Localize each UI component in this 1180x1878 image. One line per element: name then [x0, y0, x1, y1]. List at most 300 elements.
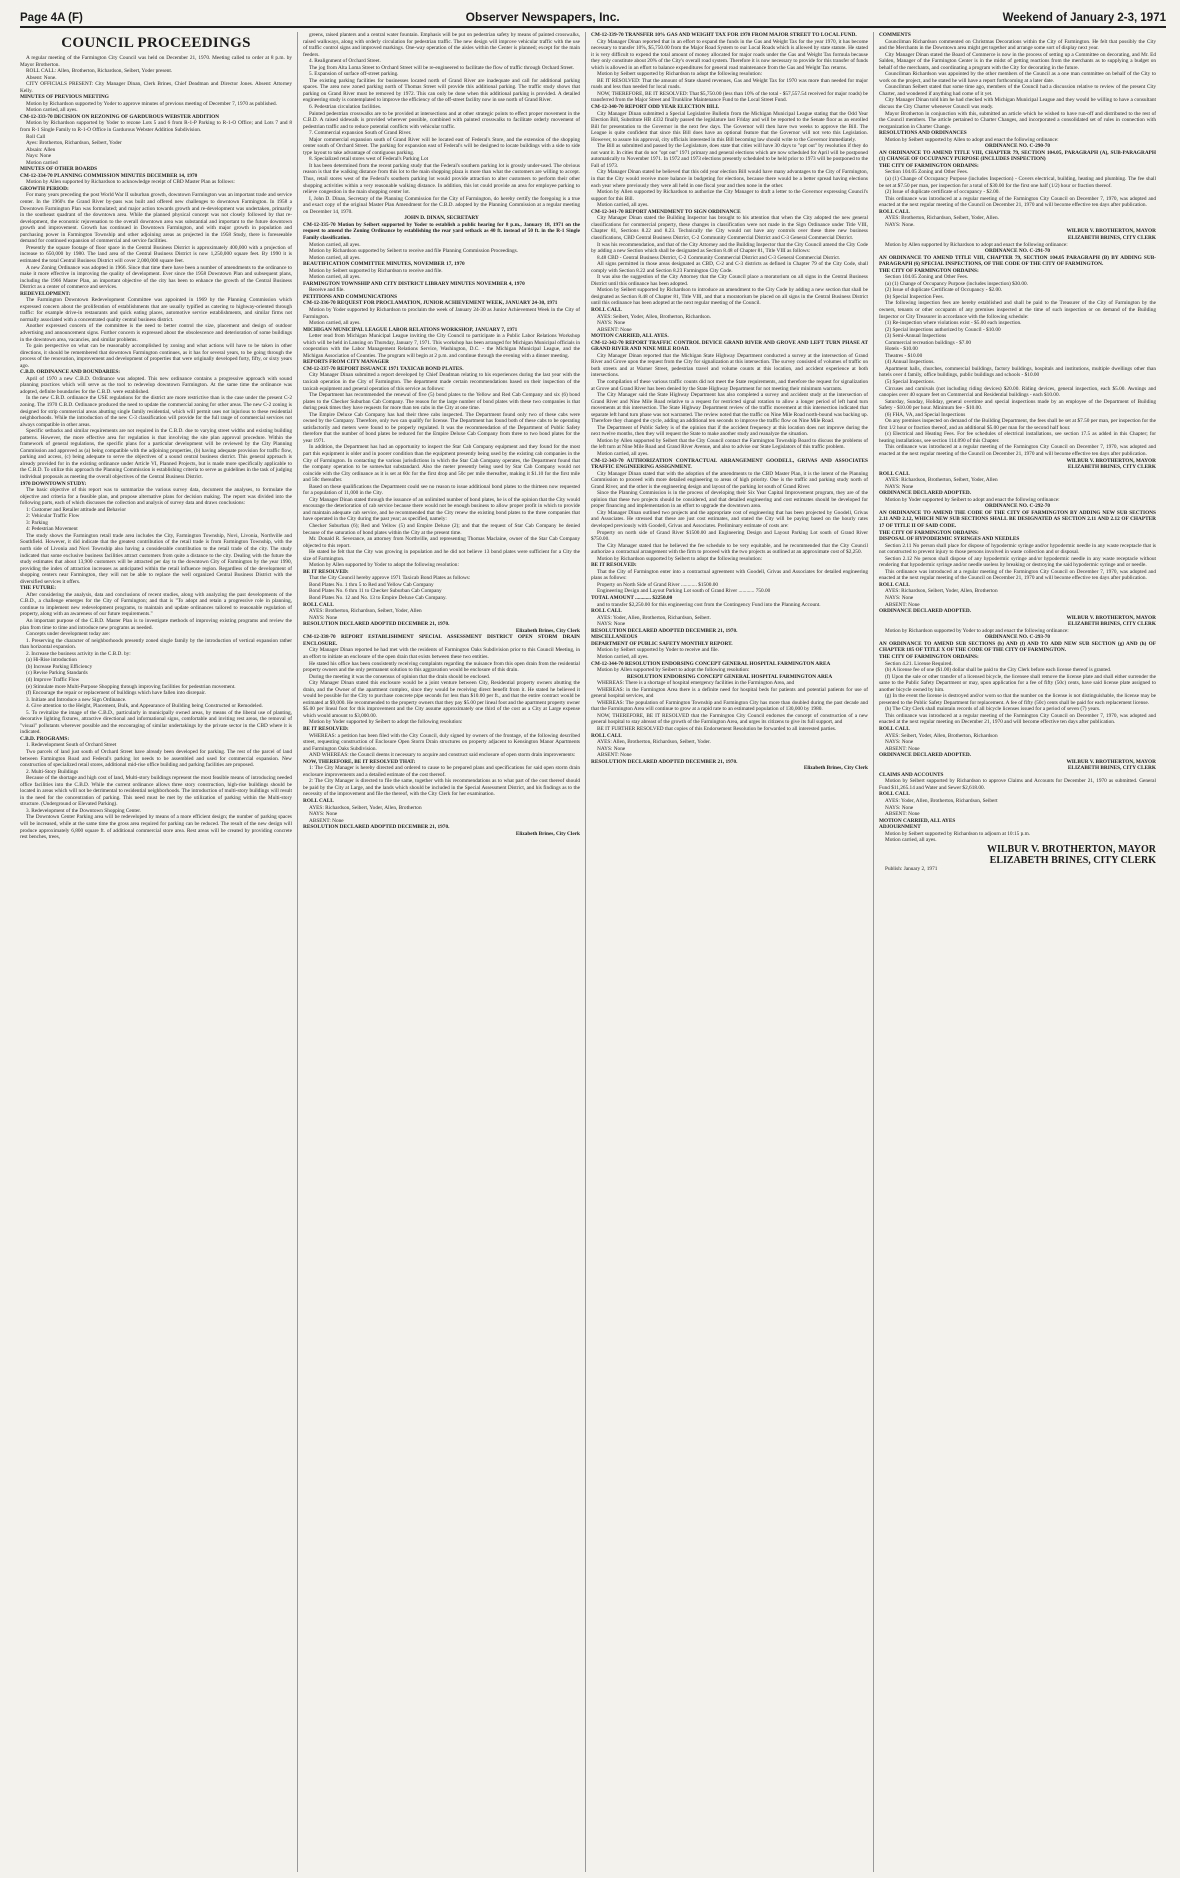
article-paragraph: It has been determined from the recent parking study that the Federal's southern parking lot is grossly under-used. The obvious reason is that the walking distance from this lot to the main shopping plaza is more than what the customers are willing to accept. Thus, retail stores west of the Federal's southern parking lot would provide attraction to alter customers to perform their other shopping activities within a very reasonable walking distance. In addition, this lot could provide an area for employee parking to relieve congestion in the main shopping center lot.: [303, 162, 580, 196]
article-paragraph: (6) FHA, VA, and Special Inspections: [885, 411, 966, 418]
article-paragraph: Motion by Seibert supported by Richardson to receive and file.: [309, 267, 443, 274]
article-paragraph: Motion by Seibert supported by Allen to adopt and enact the following ordinance:: [885, 136, 1059, 143]
article-paragraph: 4. Give attention to the Height, Placement, Bulk, and Appearance of Building being Constructed or Remodeled.: [26, 703, 263, 710]
column-2: [303, 32, 580, 1872]
article-paragraph: NAYS: None: [597, 621, 626, 628]
article-paragraph: Motion by Richardson supported by Seibert to adopt the following resolution:: [597, 555, 763, 562]
section-heading: BE IT RESOLVED:: [303, 568, 349, 575]
article-paragraph: 3. Initiate and Introduce a new Sign Ordinance.: [26, 696, 127, 703]
signature-line: ELIZABETH BRINES, CITY CLERK: [1067, 234, 1156, 241]
article-paragraph: (3) Semi-Annual Inspections: [885, 333, 947, 340]
article-paragraph: 2: Vehicular Traffic Flow: [26, 513, 80, 520]
section-heading: THE CITY OF FARMINGTON ORDAINS:: [879, 267, 979, 274]
article-paragraph: ABSENT: None: [597, 752, 632, 759]
article-paragraph: Another expressed concern of the committee is the need to better control the size, placement and design of outdoor advertising and announcement signs. Further concern is expressed about the obsolescence and deterioration of some buildings in the downtown area, vacancies, and similar problems.: [20, 323, 292, 343]
section-heading: NOW, THEREFORE, BE IT RESOLVED THAT:: [303, 758, 416, 765]
article-paragraph: 2: The City Manager is directed to file the same, together with his recommendations as to what part of the cost thereof should be paid by the City at Large, and the lands which should be included in the Special Assessment District, and his findings as to the necessity of the improvement and file the thereof, with the City Clerk for her examination.: [303, 778, 580, 798]
article-paragraph: City Manager Dinan reported that the Michigan State Highway Department conducted a survey at the intersection of Grand River and Grove upon the request from the City for signalization at this intersection. The survey consisted of volumes of traffic on both streets and at Warner Street, pedestrian travel and volume counts at this location, and accident experience at both intersections.: [591, 352, 868, 379]
section-heading: BE IT RESOLVED:: [591, 562, 637, 569]
section-heading: DISPOSAL OF HYPODERMIC SYRINGES AND NEEDLES: [879, 536, 1020, 543]
article-paragraph: City Manager Dinan stated this enclosure would be a joint venture between City, Residential property owners abutting the drain, and the Owner of the apartment complex, since they would be receiving direct benefit from it. He stated he believed it would be possible for the City to purchase concrete pipe seconds for less than $10.00 per ft., and that the entire contract would be estimated at $9,000. He recommended to the property owners that they pay $5.00 per lineal foot and the apartment property owner $5.00 per lineal foot for this improvement and the City assume approximately one third of the cost as a City at Large expense which would amount to $3,000.00.: [303, 680, 580, 719]
article-paragraph: Motion by Allen supported by Seibert that the City Council contact the Farmington Township Board to discuss the problems of the left turn at Nine Mile Road and Grand River Avenue, and also to advise our State Legislators of this traffic problem.: [591, 437, 868, 451]
article-paragraph: The jog from Alta Loma Street to Orchard Street will be re-engineered to facilitate the flow of traffic through Orchard Street.: [309, 64, 575, 71]
article-paragraph: Letter read from Michigan Municipal League inviting the City Council to participate in a Public Labor Relations Workshop which will be held in Lansing on Thursday, January 7, 1971. This workshop has been arranged for Michigan Municipal officials in cooperation with the Labor Management Relations Service, Washington, D.C. - the Michigan Municipal League, and the Michigan Association of Counties. The program will begin at 2 p.m. and continue through the evening with a dinner meeting.: [303, 333, 580, 359]
section-heading: ROLL CALL: [591, 608, 622, 615]
section-heading: ADJOURNMENT: [879, 824, 921, 831]
signature-line: WILBUR V. BROTHERTON, MAYOR: [1066, 228, 1156, 235]
article-paragraph: Motion by Richardson supported by Yoder to approve minutes of previous meeting of December 7, 1970 as published.: [26, 100, 277, 107]
article-paragraph: ROLL CALL: Allen, Brotherton, Richardson, Seibert, Yoder present.: [26, 68, 173, 75]
signature-line: ELIZABETH BRINES, CITY CLERK: [1067, 765, 1156, 772]
article-paragraph: (b) A license fee of one ($1.00) dollar shall be paid to the City Clerk before each license thereof is granted.: [885, 667, 1112, 674]
article-paragraph: Motion carried, all ayes.: [597, 202, 649, 209]
article-paragraph: 6. Pedestrian circulation facilities.: [309, 104, 382, 111]
article-paragraph: 2. Increase the business activity in the C.B.D. by:: [26, 650, 131, 657]
article-paragraph: AYES: Seibert, Yoder, Allen, Brotherton, Richardson: [885, 732, 998, 739]
section-heading: REDEVELOPMENT:: [20, 290, 71, 297]
article-paragraph: This ordinance was introduced at a regular meeting of the Farmington City Council on December 7, 1970, was adopted and enacted at the next regular meeting of the Council on December 21, 1970 and will become effective ten days after publication.: [879, 444, 1156, 457]
article-paragraph: ABSENT: None: [885, 811, 920, 818]
article-paragraph: Motion carried, all ayes.: [26, 107, 78, 114]
article-paragraph: Motion carried, all ayes.: [309, 274, 361, 281]
masthead: [20, 6, 1166, 28]
section-heading: THE CITY OF FARMINGTON ORDAINS:: [879, 653, 979, 660]
article-paragraph: Absain: Allen: [26, 146, 56, 153]
section-heading: ROLL CALL: [303, 797, 334, 804]
article-paragraph: The Department has recommended the renewal of five (5) bond plates to the Yellow and Red Cab Company and six (6) bond plates to the Checker Suburban Cab Company. The reason for the large number of bond plates with these two companies is that during peak times they have requests for more than ten cabs in the City at one time.: [303, 392, 580, 412]
article-paragraph: All signs permitted in those areas designated as CBD, C-2 and C-3 districts as defined in Chapter 79 of the City Code, shall comply with Section 8.22 and Section 8.23 Farmington City Code.: [591, 261, 868, 274]
article-paragraph: This ordinance was introduced at a regular meeting of the Farmington City Council on December 7, 1970, was adopted and enacted at the next regular meeting of the Council on December 21, 1970 and will become effective ten days after publication.: [879, 568, 1156, 582]
article-paragraph: ABSENT: None: [885, 745, 920, 752]
article-paragraph: After considering the analysis, data and conclusions of recent studies, along with analyzing the past developments of the C.B.D., a challenge emerges for the City of Farmington; and that is "To adopt and retain a progressive role in planning, continue to implement new redevelopment programs, to maintain and update ordinances tailored to reasonable regulation of property, along with an awareness of our future requirements.": [20, 591, 292, 618]
section-heading: ORDINANCE DECLARED ADOPTED.: [879, 608, 971, 615]
article-paragraph: ABSENT: None: [885, 601, 920, 608]
article-paragraph: 2. Multi-Story Buildings: [26, 768, 79, 775]
article-paragraph: Motion by Allen supported by Seibert to adopt the following resolution:: [597, 667, 750, 674]
article-paragraph: NAYS: None: [309, 811, 338, 818]
article-paragraph: Motion by Yoder supported by Richardson to proclaim the week of January 24-30 as Junior Achievement Week in the City of Farmington.: [303, 306, 580, 320]
signature-line: Elizabeth Brines, City Clerk: [803, 765, 868, 772]
column-1: [20, 32, 292, 1872]
section-heading: AN ORDINANCE TO AMEND TITLE VIII, CHAPTER 79, SECTION 104.05, PARAGRAPH (A), SUB-PARAGRAPH (1) CHANGE OF OCCUPANCY PURPOSE (INCLUDES INSPECTION): [879, 149, 1156, 163]
article-paragraph: 8.48 CBD - Central Business District, C-2 Community Commercial District and C-3 General Commercial District.: [597, 254, 841, 261]
article-paragraph: Painted pedestrian crosswalks are to be provided at intersections and at other strategic points to effect proper movement in the C.B.D. A raised sidewalk is provided wherever possible, combined with painted crosswalks to facilitate orderly movement of pedestrian traffic and to reduce potential conflicts with vehicular traffic.: [303, 110, 580, 130]
article-paragraph: Two parcels of land just south of Orchard Street have already been developed for parking. The rest of the parcel of land between Farmington Road and Federal's parking lot needs to be assembled and used for commercial expansion. New construction of specialized retail stores, additional mid-rise office building and parking facilities are proposed.: [20, 748, 292, 769]
article-paragraph: During the meeting it was the consensus of opinion that the drain should be enclosed.: [309, 673, 491, 680]
article-paragraph: Motion by Allen supported by Richardson to authorize the City Manager to draft a letter to the Governor expressing Council's support for this Bill.: [591, 189, 868, 202]
article-paragraph: Councilman Seibert stated that some time ago, members of the Council had a discussion relative to review of the present City Charter, and wondered if anything had come of it yet.: [879, 84, 1156, 97]
article-paragraph: That the City of Farmington enter into a contractual agreement with Goodell, Grivas and Associates for detailed engineering plans as follows:: [591, 568, 868, 582]
article-paragraph: This ordinance was introduced at a regular meeting of the Farmington City Council on December 7, 1970, was adopted and enacted at the next regular meeting on December 21, 1970 and will become effective ten days after publication.: [879, 712, 1156, 726]
article-paragraph: The basic objective of this report was to summarize the various survey data, document the analyses, to formulate the objective and criteria for a feasible plan, and propose alternative plans for decision making. The report was divided into the following parts, each of which discusses the collection and analysis of survey data and draws conclusions:: [20, 487, 292, 507]
article-paragraph: (a) (1) Change of Occupancy Purpose (includes inspection) $30.00.: [885, 280, 1028, 287]
section-heading: COMMENTS: [879, 32, 911, 38]
article-paragraph: 7. Commercial expansion South of Grand River.: [309, 130, 412, 137]
article-paragraph: 1. Preserving the character of neighborhoods presently zoned single family by the introduction of vertical expansion rather than horizontal expansion.: [20, 637, 292, 651]
article-paragraph: WHEREAS: a petition has been filed with the City Council, duly signed by owners of the frontage, of the following described street, requesting construction of Enclosure Open Storm Drain structures on property adjacent to Kensington Manor Apartments and Farmington Oaks Subdivision.: [303, 732, 580, 752]
article-paragraph: AYES: Richardson, Seibert, Yoder, Allen, Brotherton: [885, 588, 998, 595]
section-heading: CM-12-341-70 REPORT AMENDMENT TO SIGN ORDINANCE: [591, 208, 741, 215]
article-paragraph: Motion by Seibert supported by Yoder to receive and file.: [597, 647, 719, 654]
article-paragraph: City Manager Dinan stated the Building Inspector has brought to his attention that when the City adopted the new general classifications for commercial property, these changes in classification were not made in the Sign Ordinance under Title VIII, Chapter 81, Sections 8.22 and 8.23. Technically the City would not have any controls over these three new business classifications, CBD Central Business District, C-2 Community Commercial District and C-3 General Commercial District.: [591, 215, 868, 241]
article-paragraph: Motion by Seibert supported by Richardson to adjourn at 10:15 p.m.: [885, 830, 1031, 837]
section-heading: RESOLUTION DECLARED ADOPTED DECEMBER 21, 1970.: [303, 621, 450, 628]
section-heading: RESOLUTIONS AND ORDINANCES: [879, 130, 967, 137]
article-paragraph: Section 104.05 Zoning and Other Fees.: [885, 169, 969, 176]
article-paragraph: AYES: Yoder, Allen, Brotherton, Richardson, Seibert: [885, 797, 998, 804]
article-paragraph: Motion by Yoder supported by Seibert to adopt and enact the following ordinance:: [885, 496, 1060, 503]
article-paragraph: (5) Special Inspections.: [885, 378, 935, 385]
publisher-name: Observer Newspapers, Inc.: [465, 10, 620, 24]
article-paragraph: The Department of Public Safety is of the opinion that if the accident frequency at this location does not improve during the next twelve months, then they will request the State to make another study and reanalyze the situation.: [591, 424, 868, 438]
article-paragraph: It was also the suggestion of the City Attorney that the City Council place a moratorium on all signs in the Central Business District until this ordinance has been adopted.: [591, 274, 868, 287]
article-paragraph: NAYS: None: [885, 739, 914, 746]
article-paragraph: The study shows the Farmington retail trade area includes the City, Farmington Township, Novi, Livonia, Northville and Southfield. However, it did indicate that the greatest contribution of the retail trade is from Farmington Township, with the north side of Livonia and Novi Township also having a considerable contribution to the retail trade of the city. The study indicated that some exclusive business facilities attract customers from quite a distance to the city. Dealing with the future the study estimates that about 13,900 customers will be attracted per day to the downtown City of Farmington by the year 1990, providing the index of attraction increases as anticipated within the retail influence region. Regardless of the development of shopping centers near Farmington, they will not be able to replace the well organized Central Business District with the diversified services it offers.: [20, 532, 292, 585]
section-heading: THE CITY OF FARMINGTON ORDAINS:: [879, 162, 979, 169]
article-paragraph: RESOLUTION ENDORSING CONCEPT GENERAL HOSPITAL FARMINGTON AREA: [626, 673, 833, 680]
article-paragraph: Motion by Seibert supported by Richardson to approve Claims and Accounts for December 21, 1970 as submitted. General Fund $11,265.14 and Water and Sewer $2,618.00.: [879, 778, 1156, 791]
issue-date: Weekend of January 2-3, 1971: [1002, 12, 1166, 24]
article-paragraph: To gain perspective on what can be reasonably accomplished by zoning and what actions will have to be taken in other directions, it should be remembered that downtown Farmington continues, as it has for several years, to be going through the process of the renovation, improvement and development of properties that were originally developed forty, fifty, or sixty years ago.: [20, 343, 292, 369]
article-paragraph: Checker Suburban (6); Red and Yellow (5) and Empire Deluxe (2); and that the request of Star Cab Company be denied because of the saturation of bond plates within the City at the present time.: [303, 523, 580, 536]
column-rule: [297, 32, 298, 1872]
article-paragraph: City Manager Dinan told him he had checked with Michigan Municipal League and they would be willing to have a consultant discuss the City Charter whenever Council was ready.: [879, 97, 1156, 111]
article-paragraph: Motion by Yoder supported by Seibert to adopt the following resolution:: [309, 719, 463, 726]
article-paragraph: (e) Stimulate more Multi-Purpose Shopping through improving facilities for pedestrian movement.: [26, 683, 236, 690]
section-heading: ORDINANCE DECLARED ADOPTED.: [879, 490, 971, 497]
article-paragraph: ORDINANCE NO. C-290-70: [984, 143, 1051, 150]
article-paragraph: (2) Issue of duplicate certificate of occupancy - $2.00.: [885, 189, 1000, 196]
article-paragraph: (c) Revise Parking Standards: [26, 670, 88, 677]
signature-line: WILBUR V. BROTHERTON, MAYOR: [986, 843, 1156, 855]
article-paragraph: The following inspection fees are hereby established and shall be paid to the Treasurer of the City of Farmington by the owners, tenants or other occupants of any premises inspected at the time of such inspection or on demand of the Building Inspector or City Treasurer in accordance with the following schedule:: [879, 300, 1156, 320]
article-paragraph: Section 2.12 No person shall dispose of any hypodermic syringe and/or hypodermic needle in any waste receptacle without rendering that hypodermic syringe and/or needle useless by breaking or destroying the said hypodermic syringe and or needle.: [879, 555, 1156, 569]
article-paragraph: The Farmington Downtown Redevelopment Committee was appointed in 1969 by the Planning Commission which expressed concern about the proliferation of establishments that are usually typified as catering to highway-oriented through traffic: for example drive-in restaurants and quick eating places, automotive service establishments, and similar firms not normally associated with a concentrated quality central business district.: [20, 297, 292, 323]
section-heading: CM-12-333-70 DECISION ON REZONING OF GARDUROUS WEBSTER ADDITION: [20, 113, 220, 120]
article-paragraph: Motion by Richardson supported by Yoder to adopt and enact the following ordinance:: [885, 627, 1069, 634]
article-paragraph: City Manager Dinan stated the Board of Commerce is now in the process of setting up a Committee on decorating, and Mr. Ed Salden, Manager of the Farmington Center is in the midst of getting reactions from the merchants as to supplying a budget on behalf of the merchants, and coordinating a program with the City for decorating in the future.: [879, 51, 1156, 71]
article-paragraph: (a) Hi-Rise introduction: [26, 657, 77, 664]
section-heading: PETITIONS AND COMMUNICATIONS: [303, 293, 398, 300]
article-paragraph: The City Manager said the State Highway Department has also completed a survey and accident study at the intersection of Grand River and Nine Mile Road relative to a request for restricted signal rotation to allow a longer period of left hand turn movements at this intersection. The State Highway Department review of the traffic movement at this intersection indicated that separate left hand turn phase was not warranted. The review noted that the traffic on Nine Mile Road north-bound was backing up. Therefore they changed the cycle, adding an additional ten seconds to improve the traffic flow on Nine Mile Road.: [591, 392, 868, 425]
article-paragraph: Mayor Brotherton in conjunction with this, submitted an article which he wished to have run-off and distributed to the rest of the Council members. The article pertained to Charter Changes, and incorporated a consolidated set of rules in connection with reorganization in Charter Change.: [879, 110, 1156, 130]
article-paragraph: That the City Council hereby approve 1971 Taxicab Bond Plates as follows:: [309, 575, 471, 582]
article-paragraph: Motion by Seibert supported by Richardson to introduce an amendment to the City Code by adding a new section that shall be designated as Section 8.48 of Chapter 81, Title VIII, and that a moratorium be placed on all signs in the Central Business District until this ordinance has been adopted at the next regular meeting of the Council.: [591, 287, 868, 307]
article-paragraph: The City Manager stated that he believed the fee schedule to be very equitable, and he recommended that the City Council authorize a contractual arrangement with the firm to proceed with the two projects as outlined at an approximate cost of $2,250.: [591, 542, 868, 556]
section-heading: RESOLUTION DECLARED ADOPTED DECEMBER 21, 1970.: [591, 627, 738, 634]
article-paragraph: AYES: Yoder, Allen, Brotherton, Richardson, Seibert.: [597, 614, 711, 621]
section-heading: CM-12-343-70 AUTHORIZATION CONTRACTUAL ARRANGEMENT GOODELL, GRIVAS AND ASSOCIATES TRAFFIC ENGINEERING ASSIGNMENT.: [591, 457, 868, 471]
article-paragraph: AYES: Brotherton, Richardson, Seibert, Yoder, Allen.: [885, 215, 999, 222]
section-heading: AN ORDINANCE TO AMEND SUB SECTIONS (b) AND (f) AND TO ADD NEW SUB SECTION (g) AND (h) OF CHAPTER 185 OF TITLE X OF THE CODE OF THE CITY OF FARMINGTON.: [879, 640, 1156, 654]
article-paragraph: Motion carried, all ayes.: [309, 254, 361, 261]
section-heading: GROWTH PERIOD:: [20, 185, 69, 192]
article-paragraph: Nays: None: [26, 153, 52, 160]
article-paragraph: AYES: Brotherton, Richardson, Seibert, Yoder, Allen: [309, 608, 422, 615]
article-paragraph: Receive and file.: [309, 287, 345, 294]
article-paragraph: 3: Parking: [26, 519, 48, 526]
article-paragraph: (h) The City Clerk shall maintain records of all bicycle licenses issued for a period of seven (7) years.: [885, 706, 1101, 713]
article-paragraph: He stated his office has been consistently receiving complaints regarding the nuisance from this open drain from the residential property owners and the only permanent solution to this aggravation would be enclosure of this drain.: [303, 660, 580, 674]
article-paragraph: An important purpose of the C.B.D. Master Plan is to investigate methods of improving existing programs and review the plan from time to time and introduce new programs as needed.: [20, 618, 292, 631]
article-paragraph: Saturday, Sunday, Holiday, general overtime and special inspections made by an employee of the Department of Building Safety - $10.00 per hour. Minimum fee - $10.00.: [879, 398, 1156, 412]
article-paragraph: AYES: Seibert, Yoder, Allen, Brotherton, Richardson.: [597, 313, 711, 320]
article-paragraph: (b) Special Inspection Fees.: [885, 293, 944, 300]
article-paragraph: and to transfer $2,250.00 for this engineering cost from the Contingency Fund into the Planning Account.: [597, 601, 821, 608]
section-heading: ROLL CALL: [879, 208, 910, 215]
section-heading: MISCELLANEOUS: [591, 634, 638, 641]
section-heading: C.B.D. ORDINANCE AND BOUNDARIES:: [20, 369, 121, 376]
article-paragraph: NOW, THEREFORE, BE IT RESOLVED that the Farmington City Council endorses the concept of construction of a new general hospital to stay abreast of the growth of the Farmington Area, and urges its citizens to give its full support, and: [591, 712, 868, 726]
article-paragraph: ABSENT: None: [309, 817, 344, 824]
article-paragraph: NAYS: None: [597, 320, 626, 327]
article-paragraph: AYES: Allen, Brotherton, Richardson, Seibert, Yoder.: [597, 739, 711, 746]
section-heading: CM-12-339-70 TRANSFER 10% GAS AND WEIGHT TAX FOR 1970 FROM MAJOR STREET TO LOCAL FUND.: [591, 32, 857, 38]
page-number: Page 4A (F): [20, 12, 83, 24]
article-paragraph: Absent: None.: [26, 74, 57, 81]
section-heading: CM-12-337-70 REPORT ISSUANCE 1971 TAXICAB BOND PLATES.: [303, 365, 464, 372]
section-heading: ROLL CALL: [879, 791, 910, 798]
article-paragraph: Since the Planning Commission is in the process of developing their Six Year Capital Improvement program, they are of the opinion that these two projects should be considered, and that detailed engineering and cost estimates should be developed for proper financing and implementation in an effort to upgrade the downtown area.: [591, 490, 868, 510]
section-heading: CM-12-334-70 PLANNING COMMISSION MINUTES DECEMBER 14, 1970: [20, 172, 198, 179]
article-paragraph: NAYS: None: [885, 595, 914, 602]
article-paragraph: This ordinance was introduced at a regular meeting of the Farmington City Council on December 7, 1970, was adopted and enacted at the next regular meeting of the Council on December 21, 1970 and will become effective ten days after publication.: [879, 195, 1156, 209]
article-paragraph: Bond Plates No. 6 thru 11 to Checker Suburban Cab Company: [309, 588, 442, 595]
article-paragraph: Mr. Donald R. Severance, an attorney from Northville, and representing Thomas Maclaine, owner of the Star Cab Company objected to this report.: [303, 536, 580, 549]
article-paragraph: Property on North Side of Grand River ............ $1500.00: [597, 581, 719, 588]
section-heading: AN ORDINANCE TO AMEND THE CODE OF THE CITY OF FARMINGTON BY ADDING NEW SUB SECTIONS 2.11 AND 2.12, WHICH NEW SUB SECTIONS SHALL BE DESIGNATED AS SECTION 2.11 AND 2.12 OF CHAPTER 17 OF TITLE II OF SAID CODE.: [879, 509, 1156, 530]
article-paragraph: Specific setbacks and similar requirements are not required in the C.B.D. due to varying street widths and existing building patterns. However, the more effective area for regulation is that involving the site plan approval procedure. Within the framework of general regulations, the specific plans for a particular development will be reviewed by the City Planning Commission and approved as (a) being compatible with the adjoining properties, (b) having adequate provision for traffic flow, parking and access, (c) being adequate to serve the objectives of a sound central business district. This general approach is already provided for in the existing ordinance under Article VI, Planned Projects, but is made more specifically applicable to the C.B.D. To utilize this approach the Planning Commission is establishing criteria to serve as guidelines in the task of judging individual proposals as meeting the overall objectives of the Central Business District.: [20, 428, 292, 480]
article-paragraph: City Manager Dinan reported he had met with the residents of Farmington Oaks Subdivision prior to this Council Meeting, in an effort to initiate an enclosure of the open drain that exists between these two entities.: [303, 647, 580, 660]
article-paragraph: AYES: Richardson, Brotherton, Seibert, Yoder, Allen: [885, 477, 998, 484]
article-paragraph: (c) Electrical and Heating Fees. For fee schedules of electrical installations, see section 17.5 as added in this Chapter; for heating installations, see section 114.090 of this Chapter.: [879, 431, 1156, 444]
section-title: COUNCIL PROCEEDINGS: [61, 35, 251, 51]
section-heading: MINUTES OF OTHER BOARDS: [20, 166, 98, 173]
article-paragraph: In addition, the Department has had an opportunity to inspect the Star Cab Company equipment and they found for the most part this equipment is older and in poorer condition than the equipment presently being used by the existing cab companies in the City of Farmington. In contacting the various jurisdictions in which the Star Cab Company operates, the Department found that the company operation to be somewhat substandard. Also the meter presently being used by Star Cab Company would not coincide with the City ordinance as it is set at 60c for the first drop and 50c per mile thereafter, making it $1.10 for the first mile and 50c thereafter.: [303, 444, 580, 484]
article-paragraph: NAYS: None: [309, 614, 338, 621]
section-heading: MICHIGAN MUNICIPAL LEAGUE LABOR RELATIONS WORKSHOP, JANUARY 7, 1971: [303, 326, 518, 333]
article-paragraph: Commercial recreation buildings - $7.00: [885, 339, 972, 346]
article-paragraph: Motion by Allen supported by Yoder to adopt the following resolution:: [309, 562, 459, 569]
article-paragraph: 5. To revitalize the image of the C.B.D., particularly in municipally owned areas, by means of the liberal use of planting, decorative lighting fixtures, attractive directional and informational signs, comfortable and inviting rest areas, the removal of "visual" pollutants wherever possible and the encouraging of similar undertakings by the private sector in the CBD where it is indicated.: [20, 709, 292, 736]
article-paragraph: Section 104.05 Zoning and Other Fees.: [885, 274, 969, 281]
article-paragraph: Concepts under development today are:: [26, 631, 111, 638]
section-heading: CM-12-344-70 RESOLUTION ENDORSING CONCEPT GENERAL HOSPITAL FARMINGTON AREA: [591, 660, 831, 667]
article-paragraph: The existing parking facilities for businesses located north of Grand River are inadequate and call for additional parking spaces. The area now zoned parking north of Thomas Street will provide this additional parking. The traffic study shows that parking on Grand River must be removed by 1972. This can only be done when this additional parking is provided. A detailed engineering study is contemplated to improve the efficiency of the off-street facility now in use north of Grand River.: [303, 77, 580, 104]
article-paragraph: Engineering Design and Layout Parking Lot south of Grand River ............ 750.00: [597, 588, 771, 595]
section-heading: ROLL CALL: [303, 601, 334, 608]
article-paragraph: (1) Re-inspection where violations exist - $5.00 each inspection.: [885, 320, 1022, 327]
section-heading: ROLL CALL: [879, 470, 910, 477]
article-paragraph: Motion by Richardson supported by Yoder to rezone Lots 5 and 6 from R-1-P Parking to R-1-O Office; and Lots 7 and 8 from R-1 Single Family to R-1-O Office in Gardurous Webster Addition Subdivision.: [20, 120, 292, 134]
article-paragraph: The Downtown Center Parking area will be redeveloped by means of a more efficient design; the number of parking spaces will be increased, while at the same time the gross area required for parking can be reduced. The result of the new design will produce approximately 6,800 square ft. of additional commercial store area. Rest areas will be created by providing concrete rest benches, trees,: [20, 814, 292, 841]
article-paragraph: NOW, THEREFORE, BE IT RESOLVED: That $5,750.00 (less than 10% of the total - $57,557.54 received for major roads) be transferred from the Major Street and Trunkline Maintenance Fund to the Local Street Fund.: [591, 90, 868, 104]
article-paragraph: The Empire Deluxe Cab Company has had their three cabs inspected. The Department found only two of these cabs were owned by the Company. Therefore, only two can qualify for license. The Department has found both of these cabs to be operating satisfactorily and meters were found to be properly regulated. It was the recommendation of the Department of Public Safety therefore that the number of bond plates be reduced for the Empire Deluxe Cab Company from three to two bond plates for the year 1971.: [303, 411, 580, 444]
article-paragraph: 5. Expansion of surface off-street parking.: [309, 71, 399, 78]
article-paragraph: Apartment halls, churches, commercial buildings, factory buildings, hospitals and institutions, multiple dwellings other than hotels over 4 family, office buildings, public buildings and schools - $10.00: [879, 365, 1156, 379]
article-paragraph: A new Zoning Ordinance was adopted in 1966. Since that time there have been a number of amendments to the ordinance to make it more effective in improving the quality of development. Ever since the 1958 Downtown Plan and subsequent plans, including the 1966 Master Plan, an important objective of the city has been to enhance the growth of the Central Business District as a center of commerce and services.: [20, 264, 292, 291]
section-heading: MINUTES OF PREVIOUS MEETING: [20, 94, 109, 101]
section-heading: TOTAL AMOUNT ............ $2250.00: [591, 595, 673, 602]
article-paragraph: 1. Redevelopment South of Orchard Street: [26, 742, 117, 749]
article-paragraph: AND WHEREAS: the Council deems it necessary to acquire and construct said enclosure of open storm drain improvements:: [309, 752, 576, 759]
article-paragraph: Motion carried, all ayes.: [309, 241, 361, 248]
article-paragraph: ABSENT: None: [597, 326, 632, 333]
signature-line: WILBUR V. BROTHERTON, MAYOR: [1066, 758, 1156, 765]
article-paragraph: BE IT RESOLVED: That the amount of State shared revenues, Gas and Weight Tax for 1970 was more than needed for major roads and less than needed for local roads.: [591, 77, 868, 91]
article-paragraph: In the new C.B.D. ordinance the USE regulations for the district are more restrictive than is the case under the present C-2 zoning. The 1970 C.B.D. Ordinance produced the need to update the commercial zoning for other areas. The new C-2 zoning is designed for strip commercial areas abutting single family residential, which will permit uses not injurious to these residential neighborhoods. While the introduction of the new C-3 classification will provide for the full range of commercial services not always compatible in other areas.: [20, 395, 292, 428]
article-paragraph: Motion carried, all ayes.: [309, 320, 361, 327]
section-heading: MOTION CARRIED, ALL AYES.: [591, 333, 669, 340]
article-paragraph: CITY OFFICIALS PRESENT: City Manager Dinan, Clerk Brines, Chief Deadman and Director Jones. Absent: Attorney Kelly.: [20, 81, 292, 94]
article-paragraph: Property on north side of Grand River $1500.00 and Engineering Design and Layout Parking Lot south of Grand River $750.00.: [591, 529, 868, 543]
section-heading: C.B.D. PROGRAMS:: [20, 735, 70, 742]
article-paragraph: WHEREAS: The population of Farmington Township and Farmington City has more than doubled during the past decade and that the Farmington Area will continue to grow at a rapid rate to an estimated population of 130,000 by 1980.: [591, 699, 868, 713]
signature-line: WILBUR V. BROTHERTON, MAYOR: [1066, 457, 1156, 464]
article-paragraph: 1: The City Manager is hereby directed and ordered to cause to be prepared plans and specifications for said open storm drain enclosure improvements and a detailed estimate of the cost thereof.: [303, 765, 580, 778]
article-paragraph: Hotels - $10.00: [885, 346, 918, 353]
article-paragraph: The Bill as submitted and passed by the Legislature, does state that cities will have 30 days to "opt out" by resolution if they do not want it. In cities that do not "opt out" 1971 primary and general elections which are now scheduled for April will be postponed automatically to November 1971. In 1972 and 1973 elections presently scheduled to be held prior to 1973 will be postponed to the Fall of 1973.: [591, 143, 868, 169]
article-paragraph: Presently the square footage of floor space in the Central Business District is approximately 400,000 with a projection of increase to 650,000 by 1980. The land area of the Central Business District is now 1,250,000 square feet. By 1990 it is estimated the total Central Business District will cover 2,000,000 square feet.: [20, 244, 292, 264]
article-paragraph: For many years preceding the post World War II suburban growth, downtown Farmington was an important trade and service center. In the 1960's the Grand River by-pass was built and offered new challenges to downtown Farmington. In 1958 a Downtown Farmington Plan was formulated; and major action towards growth and re-development was undertaken, primarily in the southeast quadrant of the downtown area. While the planned physical concept was not closely followed by that re-development, the economic rejuvenation to the overall downtown area was substantial and important to the future downtown growth and improvement. Growth has continued in Downtown Farmington, and with major growth in population and purchasing power in Farmington Township and other adjoining areas as projected in the 1958 Study, there is foreseeable demand for continued expansion of commercial and service facilities.: [20, 192, 292, 245]
article-paragraph: 4. Realignment of Orchard Street.: [309, 58, 381, 65]
article-paragraph: Motion carried: [26, 159, 58, 166]
section-heading: ROLL CALL: [591, 732, 622, 739]
article-paragraph: City Manager Dinan stated through the issuance of an unlimited number of bond plates, he is of the opinion that the City would encourage the deterioration of cab service because there would not be enough business to allow proper profit in which to provide and maintain adequate cab service, and he recommended that the City renew the existing bond plates to the three companies that have operated in the City during the past year; as specified, namely:: [303, 496, 580, 523]
section-heading: CM-12-338-70 REPORT ESTABLISHMENT SPECIAL ASSESSMENT DISTRICT OPEN STORM DRAIN ENCLOSURE.: [303, 634, 580, 647]
article-paragraph: 4: Pedestrian Movement: [26, 526, 78, 533]
article-paragraph: NAYS: None: [885, 483, 914, 490]
article-paragraph: Councilman Richardson commented on Christmas Decorations within the City of Farmington. He felt that possibly the City and the Merchants in the Downtown area might get together and arrange some sort of display next year.: [879, 38, 1156, 52]
article-paragraph: (b) Increase Parking Efficiency: [26, 663, 93, 670]
article-paragraph: Ayes: Brotherton, Richardson, Seibert, Yoder: [26, 140, 122, 147]
column-rule: [585, 32, 586, 1872]
section-heading: BE IT RESOLVED:: [303, 725, 349, 732]
article-paragraph: (d) Improve Traffic Flow: [26, 676, 80, 683]
section-heading: AN ORDINANCE TO AMEND TITLE VIII, CHAPTER 79, SECTION 104.05 PARAGRAPH (B) BY ADDING SUB-PARAGRAPH (6) SPECIAL INSPECTIONS, OF THE CODE OF THE CITY OF FARMINGTON.: [879, 254, 1156, 268]
article-paragraph: On any premises inspected on demand of the Building Department, the fees shall be set at $7.50 per man, per inspection for the first 1/2 hour or fraction thereof, and an additional $5.00 per man for the second half hour.: [879, 418, 1156, 431]
article-paragraph: greens, raised planters and a central water fountain. Emphasis will be put on pedestrian safety by means of painted crosswalks, raised walkways, along with orderly circulation for pedestrian traffic. The new design will improve vehicular traffic with the use of traffic control signs and improved markings. One-way operation of the aisles within the Center is planned; except for the main feeders.: [303, 32, 580, 58]
section-heading: CLAIMS AND ACCOUNTS: [879, 771, 944, 778]
section-heading: RESOLUTION DECLARED ADOPTED DECEMBER 21, 1970.: [591, 758, 738, 765]
article-paragraph: WHEREAS: There is a shortage of hospital emergency facilities in the Farmington Area, and: [597, 680, 795, 687]
columns: [20, 32, 1166, 1872]
section-heading: ROLL CALL: [591, 306, 622, 313]
section-heading: DEPARTMENT OF PUBLIC SAFETY MONTHLY REPORT.: [591, 640, 733, 647]
article-paragraph: 8. Specialized retail stores west of Federal's Parking Lot: [309, 156, 429, 163]
section-heading: REPORTS FROM CITY MANAGER: [303, 359, 389, 366]
article-paragraph: April of 1970 a new C.B.D. Ordinance was adopted. This new ordinance contains a progressive approach with sound planning practices which will serve as the tool to redevelop downtown Farmington. At the same time the ordinance was adopted, definite boundaries for the C.B.D. were established.: [20, 375, 292, 395]
section-heading: ORDINANCE DECLARED ADOPTED.: [879, 752, 971, 759]
section-heading: RESOLUTION DECLARED ADOPTED DECEMBER 21, 1970.: [303, 824, 450, 831]
article-paragraph: (2) Issue of duplicate Certificate of Occupancy - $2.00.: [885, 287, 1003, 294]
article-paragraph: (f) Upon the sale or other transfer of a licensed bicycle, the licensee shall remove the license plate and shall either surrender the same to the Public Safety Department or may, upon application for a fee of fifty (50c) cents, have said license plate assigned to another bicycle owned by him.: [879, 673, 1156, 693]
section-heading: THE CITY OF FARMINGTON ORDAINS:: [879, 529, 979, 536]
article-paragraph: AYES: Richardson, Seibert, Yoder, Allen, Brotherton: [309, 804, 422, 811]
article-paragraph: Motion by Seibert supported by Richardson to adopt the following resolution:: [597, 71, 763, 78]
article-paragraph: Bond Plates No. 1 thru 5 to Red and Yellow Cab Company: [309, 581, 434, 588]
section-heading: 1970 DOWNTOWN STUDY:: [20, 480, 87, 487]
article-paragraph: Because of the shortage and high cost of land, Multi-story buildings represent the most feasible means of introducing needed office facilities into the C.B.D. While the current ordinance allows three story construction, high-rise buildings should be located in areas which will not be detrimental to residential neighborhoods. The introduction of multi-story buildings will result in the need for the concentration of parking. This need must be met by the utilization of parking within the Multi-story structure. (Underground or Elevated Parking).: [20, 775, 292, 808]
article-paragraph: City Manager Dinan reported that in an effort to expand the funds in the Gas and Weight Tax for the year 1970, it has become necessary to transfer 10%, $5,750.00 from the Major Road System to our Local Roads which is allowed by state statute. He stated it is very difficult to expend the total amount of money allocated for major roads under the Gas and Weight Tax formula because they only constitute about 20% of the City's overall road system. Therefore it is now necessary to provide for this transfer of funds which is allowed in an effort to balance expenditures for general road maintenance from the Gas and Weight Tax returns.: [591, 38, 868, 71]
article-paragraph: JOHN D. DINAN, SECRETARY: [404, 215, 479, 222]
article-paragraph: (4) Annual Inspections.: [885, 359, 935, 366]
article-paragraph: Section 2.11 No person shall place for dispose of hypodermic syringe and/or hypodermic needle in any waste receptacle that is not constructed to prevent injury to those persons involved in waste collection and or disposal.: [879, 542, 1156, 556]
article-paragraph: City Manager Dinan submitted a report developed by Chief Deadman relating to his experiences during the last year with the taxicab operation in the City of Farmington. The department made certain recommendations based on their inspection of the taxicab equipment and general operation of this service as follows:: [303, 372, 580, 392]
article-paragraph: Roll Call: [26, 133, 46, 140]
article-paragraph: Bond Plates No. 12 and No. 13 to Empire Deluxe Cab Company.: [309, 595, 447, 602]
section-heading: CM-12-335-70 Motion by Seibert supported by Yoder to establish a public hearing for 8 p.m., January 18, 1971 on the request to amend the Zoning Ordinance by establishing the rear yard setback as 40 ft. instead of 50 ft. in the R-1 Single Family classification.: [303, 221, 580, 241]
article-paragraph: City Manager Dinan stated he believed that this odd year election Bill would have many advantages to the City of Farmington, in that the City would receive more balance in budgeting for elections, because there would be a better spread having elections each year where previously they were all held in one fiscal year and then none in the other.: [591, 169, 868, 189]
section-heading: CM-12-336-70 REQUEST FOR PROCLAMATION, JUNIOR ACHIEVEMENT WEEK, JANUARY 24-30, 1971: [303, 300, 558, 307]
article-paragraph: Section 4.21. License Required.: [885, 660, 953, 667]
section-heading: MOTION CARRIED, ALL AYES: [879, 817, 956, 824]
article-paragraph: City Manager Dinan outlined two projects and the appropriate cost of engineering that has been projected by Goodell, Grivas and Associates. He stressed that these are just cost estimates, and stated the City will be paying based on the hourly rates developed previously with Goodell, Grivas and Associates. Preliminary estimate of costs are:: [591, 509, 868, 530]
article-paragraph: NAYS: None.: [885, 221, 915, 228]
section-heading: CM-12-340-70 REPORT ODD YEAR ELECTION BILL: [591, 104, 720, 111]
article-paragraph: Motion carried, all ayes.: [885, 837, 937, 844]
article-paragraph: 1: Customer and Retailer attitude and Behavior: [26, 506, 127, 513]
article-paragraph: Theatres - $10.00: [885, 352, 923, 359]
article-paragraph: City Manager Dinan stated that with the adoption of the amendments to the CBD Master Plan, it is the intent of the Planning Commission to proceed with more detailed engineering to areas of high priority. One is the traffic and parking study north of Grand River, and the other is the engineering design and layout of the parking lot south of Grand River.: [591, 470, 868, 490]
article-paragraph: ORDINANCE NO. C-293-70: [984, 634, 1051, 641]
article-paragraph: Based on these qualifications the Department could see no reason to issue additional bond plates to the thirteen now requested for a population of 11,000 in the City.: [303, 483, 580, 497]
article-paragraph: Motion carried, all ayes.: [597, 653, 649, 660]
column-4: [879, 32, 1156, 1872]
article-paragraph: Motion by Richardson supported by Seibert to receive and file Planning Commission Proceedings.: [309, 248, 519, 255]
article-paragraph: Councilman Richardson was appointed by the other members of the Council as a one man committee on behalf of the City to work on the project, and he stated he will have a report forthcoming at a later date.: [879, 71, 1156, 84]
signature-line: WILBUR V. BROTHERTON, MAYOR: [1066, 614, 1156, 621]
article-paragraph: (f) Encourage the repair or replacement of buildings which have fallen into disrepair.: [26, 690, 206, 697]
article-paragraph: (a) (1) Change of Occupancy Purpose (includes Inspection) - Covers electrical, building, heating and plumbing. The fee shall be set at $7.50 per man, per inspection for a total of $30.00 for the first one half (1/2) hour or fraction thereof.: [879, 176, 1156, 189]
article-paragraph: Major commercial expansion south of Grand River will be located east of Federal's Store, and the extension of the shopping center south of Orchard Street. The parking for expansion east of Federal's will be designed to locate buildings with a side to side type layout to take advantage of contiguous parking.: [303, 136, 580, 156]
article-paragraph: ORDINANCE NO. C-292-70: [984, 503, 1051, 510]
article-paragraph: BE IT FURTHER RESOLVED that copies of this Endorsement Resolution be forwarded to all interested parties.: [597, 725, 837, 732]
article-paragraph: ORDINANCE NO. C-291-70: [984, 248, 1051, 255]
article-paragraph: Motion by Allen supported by Richardson to adopt and enact the following ordinance:: [885, 241, 1068, 248]
article-paragraph: City Manager Dinan submitted a Special Legislative Bulletin from the Michigan Municipal League stating that the Odd Year Election Bill, Substitute HB 4332 finally passed the legislature last Friday and will be reported to the Senate floor as an enrolled Bill for presentation to the Governor in the next few days. The Governor will then have two weeks to approve the Bill. The League is quite confident that since this Bill does have an optional feature that the Governor will not veto this Legislation. However, to assure his approval, city officials interested in this Bill becoming law should write to the Governor immediately.: [591, 110, 868, 143]
signature-line: ELIZABETH BRINES, CITY CLERK: [989, 854, 1156, 866]
article-paragraph: (2) Special inspections authorized by Council - $10.00: [885, 326, 1001, 333]
article-paragraph: It was his recommendation, and that of the City Attorney and the Building Inspector that the City Council amend the City Code by adding a new Section which shall be designated as Section 8.48 of Chapter 81, Title VIII as follows:: [591, 241, 868, 255]
section-heading: THE FUTURE:: [20, 585, 57, 592]
article-paragraph: WHEREAS: in the Farmington Area there is a definite need for hospital beds for patients and potential patients for use of general hospital services, and: [591, 686, 868, 700]
section-heading: ROLL CALL: [879, 581, 910, 588]
column-rule: [873, 32, 874, 1872]
article-paragraph: NAYS: None: [885, 804, 914, 811]
section-heading: ROLL CALL: [879, 725, 910, 732]
article-paragraph: Motion carried, all ayes.: [597, 451, 649, 457]
article-paragraph: Publish: January 2, 1971: [885, 865, 938, 872]
column-3: [591, 32, 868, 1872]
article-paragraph: The compilation of these various traffic counts did not meet the State requirements, and therefore the request for signalization at Grove and Grand River has been denied by the State Highway Department for not meeting their minimum warrants.: [591, 378, 868, 392]
article-paragraph: He stated he felt that the City was growing in population and he did not believe 13 bond plates were sufficient for a City the size of Farmington.: [303, 549, 580, 562]
article-paragraph: Circuses and carnivals (not including riding devices) $20.00. Riding devices, general inspection, each $5.00. Awnings and canopies over 40 square feet on Commercial and Residential buildings - each $10.00.: [879, 385, 1156, 399]
signature-line: ELIZABETH BRINES, CITY CLERK: [1067, 464, 1156, 471]
article-paragraph: (g) In the event the license is destroyed and/or worn so that the number on the license is not distinguishable, the license may be presented to the Public Safety Department for replacement. A fee of fifty (50c) cents shall be paid for each replacement license.: [879, 693, 1156, 706]
section-heading: CM-12-342-70 REPORT TRAFFIC CONTROL DEVICE GRAND RIVER AND GROVE AND LEFT TURN PHASE AT GRAND RIVER AND NINE MILE ROAD.: [591, 339, 868, 353]
article-paragraph: NAYS: None: [597, 745, 626, 752]
article-paragraph: 3. Redevelopment of the Downtown Shopping Center.: [26, 807, 142, 814]
section-heading: FARMINGTON TOWNSHIP AND CITY DISTRICT LIBRARY MINUTES NOVEMBER 4, 1970: [303, 280, 525, 287]
signature-line: Elizabeth Brines, City Clerk: [515, 830, 580, 837]
article-paragraph: A regular meeting of the Farmington City Council was held on December 21, 1970. Meeting called to order at 8 p.m. by Mayor Brotherton.: [20, 55, 292, 68]
signature-line: Elizabeth Brines, City Clerk: [515, 627, 580, 634]
section-heading: BEAUTIFICATION COMMITTEE MINUTES, NOVEMBER 17, 1970: [303, 261, 465, 268]
article-paragraph: I, John D. Dinan, Secretary of the Planning Commission for the City of Farmington, do hereby certify the foregoing is a true and exact copy of the original Master Plan Amendment for the C.B.D. adopted by the Planning Commission at a regular meeting on December 14, 1970.: [303, 195, 580, 215]
signature-line: ELIZABETH BRINES, CITY CLERK: [1067, 621, 1156, 628]
article-paragraph: Motion by Allen supported by Richardson to acknowledge receipt of CBD Master Plan as follows:: [26, 179, 235, 186]
